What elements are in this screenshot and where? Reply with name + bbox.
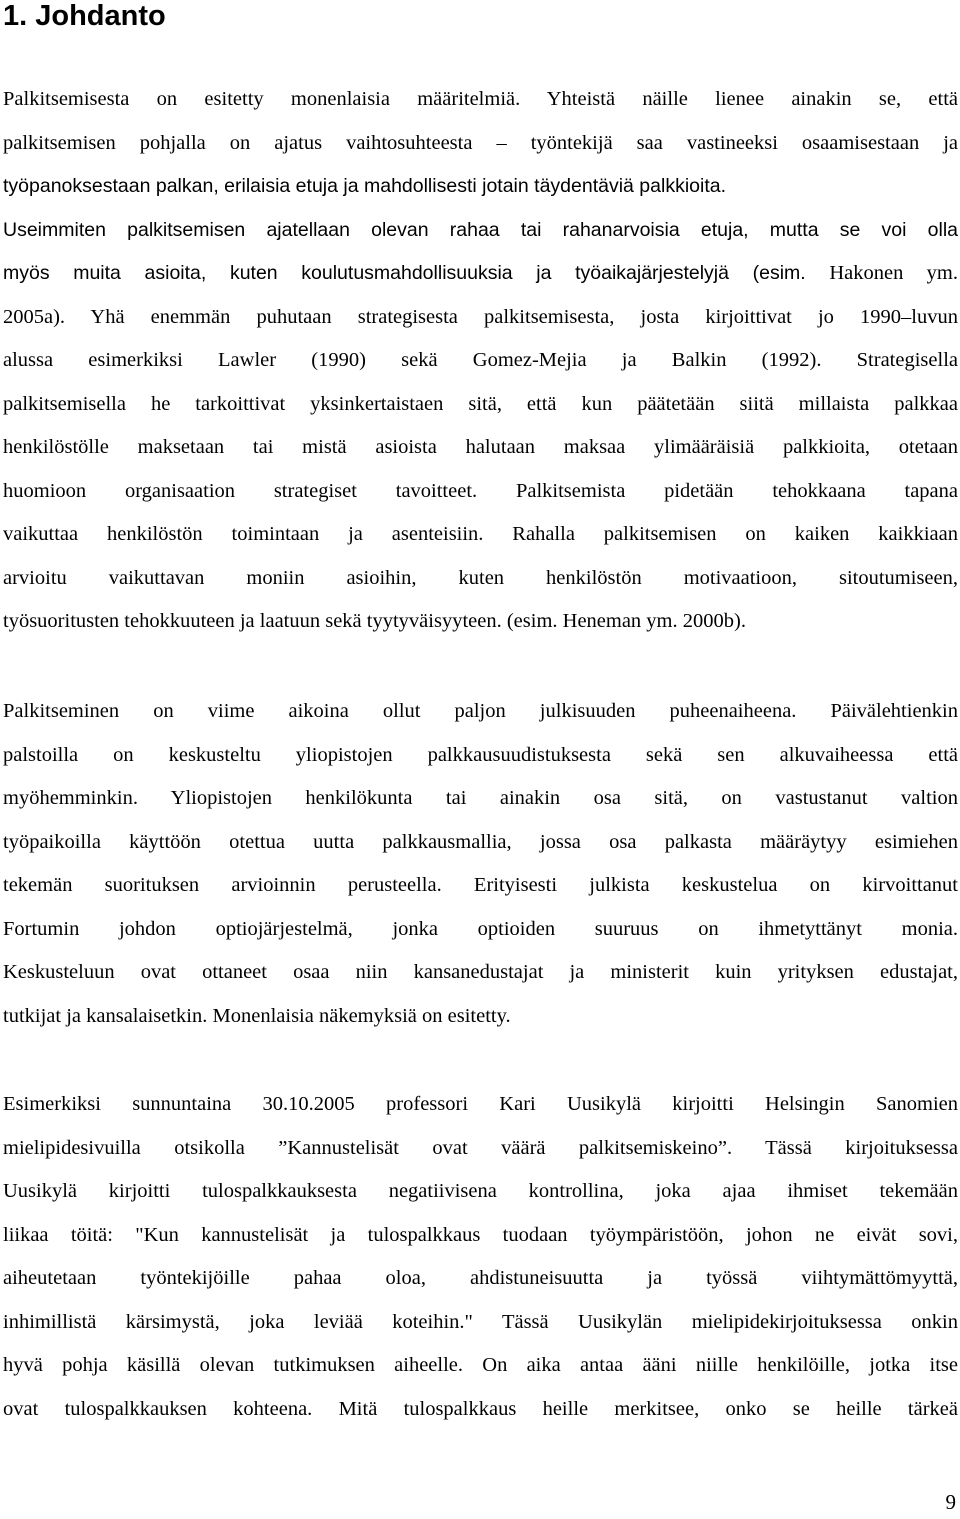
text-segment: palkitsemisella he tarkoittivat yksinkertaistaen sitä, että kun päätetään siitä millaista palkkaa bbox=[3, 392, 958, 415]
text-segment: vaikuttaa henkilöstön toimintaan ja asenteisiin. Rahalla palkitsemisen on kaiken kaikkiaan bbox=[3, 523, 958, 545]
text-segment: palstoilla on keskusteltu yliopistojen palkkausuudistuksesta sekä sen alkuvaiheessa että bbox=[3, 743, 958, 766]
text-line bbox=[3, 557, 958, 601]
text-line bbox=[3, 339, 958, 383]
text-segment: hyvä pohja käsillä olevan tutkimuksen aiheelle. On aika antaa ääni niille henkilöille, jotka itse bbox=[3, 1354, 958, 1376]
text-line bbox=[3, 821, 958, 865]
text-segment: 2005a). Yhä enemmän puhutaan strategisesta palkitsemisesta, josta kirjoittivat jo 1990–luvun bbox=[3, 305, 958, 328]
text-segment: henkilöstölle maksetaan tai mistä asioista halutaan maksaa ylimääräisiä palkkioita, otetaan bbox=[3, 436, 958, 458]
text-line bbox=[3, 209, 958, 253]
text-line bbox=[3, 1344, 958, 1388]
text-line bbox=[3, 864, 958, 908]
text-segment: Uusikylä kirjoitti tulospalkkauksesta negatiivisena kontrollina, joka ajaa ihmiset tekemään bbox=[3, 1180, 958, 1202]
text-line bbox=[3, 1083, 958, 1127]
text-line bbox=[3, 777, 958, 821]
text-segment: ovat tulospalkkauksen kohteena. Mitä tulospalkkaus heille merkitsee, onko se heille tärkeä bbox=[3, 1397, 958, 1420]
text-line bbox=[3, 1388, 958, 1432]
paragraph-3 bbox=[3, 1083, 958, 1431]
paragraph-2 bbox=[3, 690, 958, 1038]
text-segment: alussa esimerkiksi Lawler (1990) sekä Gomez-Mejia ja Balkin (1992). Strategisella bbox=[3, 349, 958, 371]
text-segment: Keskusteluun ovat ottaneet osaa niin kansanedustajat ja ministerit kuin yrityksen edustajat, bbox=[3, 961, 958, 983]
text-segment: Yhteistä näille lienee ainakin se, että bbox=[546, 88, 958, 110]
text-line bbox=[3, 296, 958, 340]
page-number: 9 bbox=[945, 1490, 956, 1514]
text-segment: inhimillistä kärsimystä, joka leviää koteihin." Tässä Uusikylän mielipidekirjoituksessa onkin bbox=[3, 1310, 958, 1333]
text-segment: myöhemminkin. Yliopistojen henkilökunta tai ainakin osa sitä, on vastustanut valtion bbox=[3, 787, 958, 809]
text-line bbox=[3, 995, 958, 1039]
text-segment: palkitsemisen pohjalla on ajatus vaihtosuhteesta – työntekijä saa vastineeksi osaamisestaan ja bbox=[3, 131, 958, 154]
text-line bbox=[3, 426, 958, 470]
text-line bbox=[3, 470, 958, 514]
text-segment: työsuoritusten tehokkuuteen ja laatuun sekä tyytyväisyyteen. (esim. Heneman ym. 2000b). bbox=[3, 610, 746, 632]
text-line bbox=[3, 908, 958, 952]
text-segment: tutkijat ja kansalaisetkin. Monenlaisia näkemyksiä on esitetty. bbox=[3, 1004, 511, 1027]
section-heading: 1. Johdanto bbox=[3, 0, 166, 32]
text-line bbox=[3, 122, 958, 166]
paragraph-1 bbox=[3, 78, 958, 644]
text-segment: työpaikoilla käyttöön otettua uutta palkkausmallia, jossa osa palkasta määräytyy esimiehen bbox=[3, 830, 958, 853]
text-line bbox=[3, 600, 958, 644]
text-segment: mielipidesivuilla otsikolla ”Kannustelisät ovat väärä palkitsemiskeino”. Tässä kirjoituksessa bbox=[3, 1136, 958, 1159]
text-segment: Hakonen ym. bbox=[829, 262, 958, 284]
text-line bbox=[3, 690, 958, 734]
text-segment: Fortumin johdon optiojärjestelmä, jonka optioiden suuruus on ihmetyttänyt monia. bbox=[3, 917, 958, 940]
text-line bbox=[3, 78, 958, 122]
text-line bbox=[3, 1170, 958, 1214]
text-line bbox=[3, 383, 958, 427]
text-segment: arvioitu vaikuttavan moniin asioihin, kuten henkilöstön motivaatioon, sitoutumiseen, bbox=[3, 566, 958, 589]
text-line bbox=[3, 1301, 958, 1345]
text-segment: työpanoksestaan palkan, erilaisia etuja ja mahdollisesti jotain täydentäviä palkkioita. bbox=[3, 175, 727, 197]
text-line bbox=[3, 1257, 958, 1301]
text-line bbox=[3, 1127, 958, 1171]
text-segment: huomioon organisaation strategiset tavoitteet. Palkitsemista pidetään tehokkaana tapana bbox=[3, 479, 958, 502]
text-line bbox=[3, 951, 958, 995]
text-segment: liikaa töitä: "Kun kannustelisät ja tulospalkkaus tuodaan työympäristöön, johon ne eivät sovi, bbox=[3, 1223, 958, 1246]
text-line bbox=[3, 252, 958, 296]
text-segment: Palkitseminen on viime aikoina ollut paljon julkisuuden puheenaiheena. Päivälehtienkin bbox=[3, 700, 958, 722]
text-line bbox=[3, 1214, 958, 1258]
text-segment: myös muita asioita, kuten koulutusmahdollisuuksia ja työaikajärjestelyjä (esim. bbox=[3, 262, 830, 284]
text-segment: aiheutetaan työntekijöille pahaa oloa, ahdistuneisuutta ja työssä viihtymättömyyttä, bbox=[3, 1267, 958, 1289]
text-line bbox=[3, 513, 958, 557]
text-segment: Useimmiten palkitsemisen ajatellaan olevan rahaa tai rahanarvoisia etuja, mutta se voi olla bbox=[3, 218, 958, 241]
text-line bbox=[3, 165, 958, 209]
text-segment: Esimerkiksi sunnuntaina 30.10.2005 professori Kari Uusikylä kirjoitti Helsingin Sanomien bbox=[3, 1093, 958, 1115]
text-segment: Palkitsemisesta on esitetty monenlaisia määritelmiä. bbox=[3, 88, 547, 110]
text-line bbox=[3, 734, 958, 778]
text-segment: tekemän suorituksen arvioinnin perusteella. Erityisesti julkista keskustelua on kirvoittanut bbox=[3, 874, 958, 896]
